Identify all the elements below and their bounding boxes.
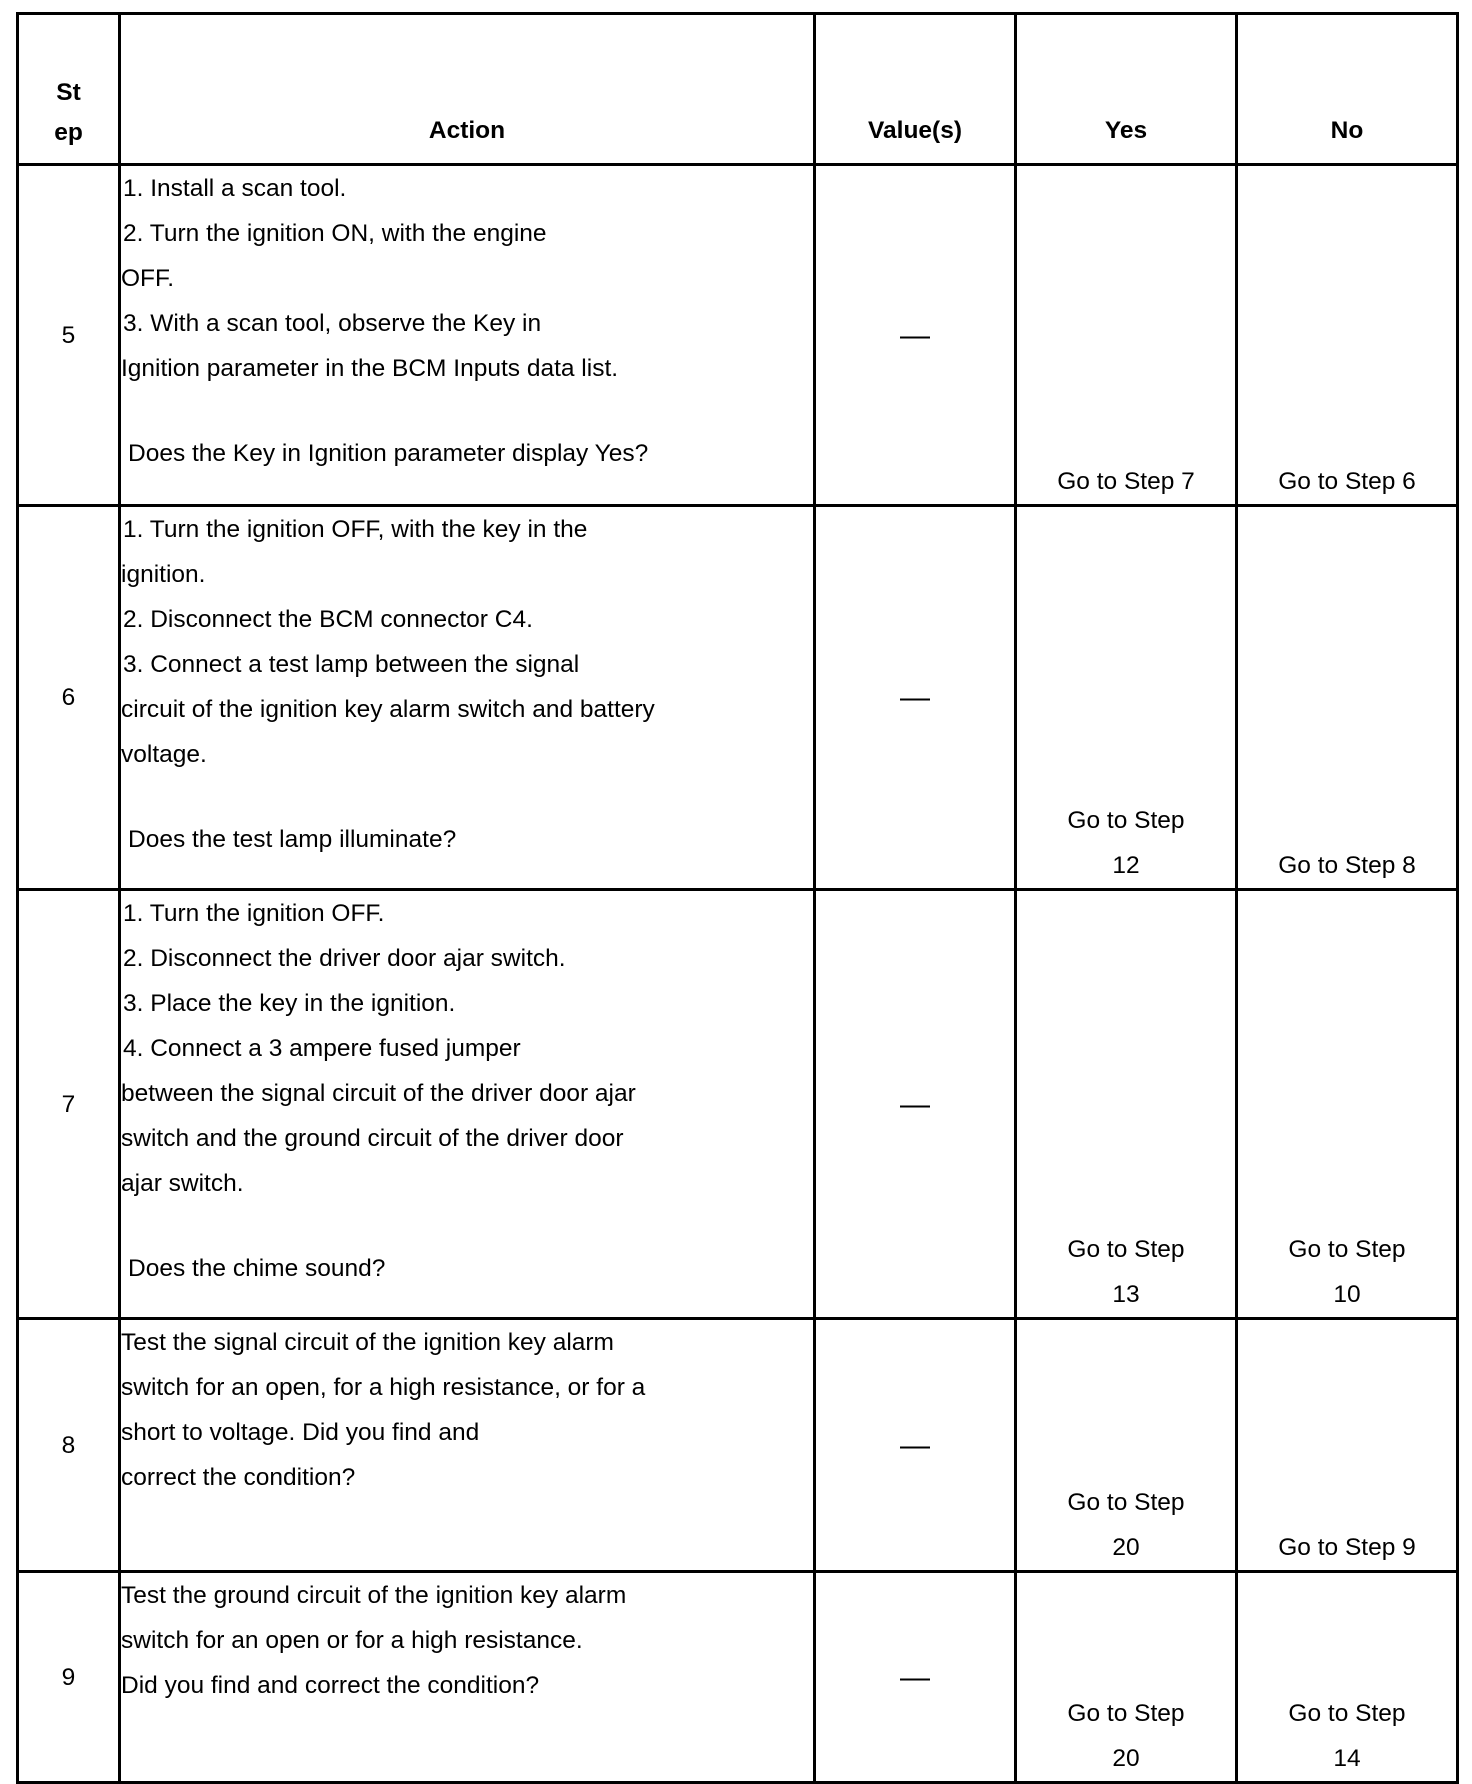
yes-cell (1016, 1572, 1237, 1783)
value-cell: — (815, 1572, 1016, 1783)
step-number: 9 (18, 1572, 120, 1783)
table-row (18, 165, 1458, 506)
action-cell (120, 165, 815, 506)
yes-goto: Go to Step 12 (1067, 807, 1185, 879)
action-line: ajar switch. (121, 1170, 244, 1197)
action-question: Does the chime sound? (128, 1255, 386, 1282)
table-row (18, 1572, 1458, 1783)
no-cell (1237, 1319, 1458, 1572)
action-cell (120, 1319, 815, 1572)
no-goto: Go to Step 8 (1278, 852, 1416, 879)
table-row (18, 1319, 1458, 1572)
action-line: 1. Turn the ignition OFF. (123, 900, 385, 927)
action-question: Does the Key in Ignition parameter display Yes? (128, 440, 649, 467)
no-cell (1237, 165, 1458, 506)
yes-goto: Go to Step 7 (1057, 468, 1195, 495)
step-number: 7 (18, 890, 120, 1319)
action-cell (120, 506, 815, 890)
action-line: switch for an open, for a high resistance, or for a (121, 1374, 646, 1401)
yes-cell (1016, 506, 1237, 890)
no-cell (1237, 506, 1458, 890)
action-line: correct the condition? (121, 1464, 356, 1491)
action-line: Did you find and correct the condition? (121, 1672, 540, 1699)
no-goto: Go to Step 14 (1288, 1700, 1406, 1772)
action-line: Ignition parameter in the BCM Inputs data list. (121, 355, 619, 382)
header-values: Value(s) (815, 14, 1016, 165)
header-action: Action (120, 14, 815, 165)
no-cell (1237, 890, 1458, 1319)
action-line: Test the signal circuit of the ignition key alarm (121, 1329, 614, 1356)
action-line: 2. Turn the ignition ON, with the engine (123, 220, 547, 247)
header-yes: Yes (1016, 14, 1237, 165)
yes-cell (1016, 890, 1237, 1319)
header-row (18, 14, 1458, 165)
action-line: Test the ground circuit of the ignition key alarm (121, 1582, 627, 1609)
action-line: 3. Place the key in the ignition. (123, 990, 456, 1017)
value-cell: — (815, 890, 1016, 1319)
no-goto: Go to Step 10 (1288, 1236, 1406, 1308)
action-line: switch for an open or for a high resistance. (121, 1627, 583, 1654)
value-cell: — (815, 1319, 1016, 1572)
yes-cell (1016, 1319, 1237, 1572)
action-line: short to voltage. Did you find and (121, 1419, 480, 1446)
action-line: 1. Turn the ignition OFF, with the key in the (123, 516, 588, 543)
table-row (18, 890, 1458, 1319)
header-no: No (1237, 14, 1458, 165)
action-line: 2. Disconnect the BCM connector C4. (123, 606, 533, 633)
header-step-line-2: ep (54, 119, 83, 146)
action-line: 2. Disconnect the driver door ajar switch. (123, 945, 566, 972)
header-step-line-1: St (56, 79, 81, 106)
action-line: voltage. (121, 741, 207, 768)
step-number: 8 (18, 1319, 120, 1572)
yes-goto: Go to Step 20 (1067, 1700, 1185, 1772)
action-line: 3. With a scan tool, observe the Key in (123, 310, 542, 337)
diagnostic-table (16, 12, 1459, 1784)
no-cell (1237, 1572, 1458, 1783)
step-number: 6 (18, 506, 120, 890)
yes-goto: Go to Step 13 (1067, 1236, 1185, 1308)
action-line: OFF. (121, 265, 175, 292)
yes-goto: Go to Step 20 (1067, 1489, 1185, 1561)
yes-cell (1016, 165, 1237, 506)
action-line: 1. Install a scan tool. (123, 175, 347, 202)
value-cell: — (815, 165, 1016, 506)
action-cell (120, 890, 815, 1319)
action-line: 3. Connect a test lamp between the signal (123, 651, 580, 678)
action-line: ignition. (121, 561, 206, 588)
action-question: Does the test lamp illuminate? (128, 826, 457, 853)
header-step (18, 14, 120, 165)
action-line: switch and the ground circuit of the driver door (121, 1125, 624, 1152)
action-cell (120, 1572, 815, 1783)
table-row (18, 506, 1458, 890)
action-line: between the signal circuit of the driver door ajar (121, 1080, 636, 1107)
step-number: 5 (18, 165, 120, 506)
no-goto: Go to Step 9 (1278, 1534, 1416, 1561)
no-goto: Go to Step 6 (1278, 468, 1416, 495)
value-cell: — (815, 506, 1016, 890)
action-line: 4. Connect a 3 ampere fused jumper (123, 1035, 521, 1062)
action-line: circuit of the ignition key alarm switch and battery (121, 696, 655, 723)
